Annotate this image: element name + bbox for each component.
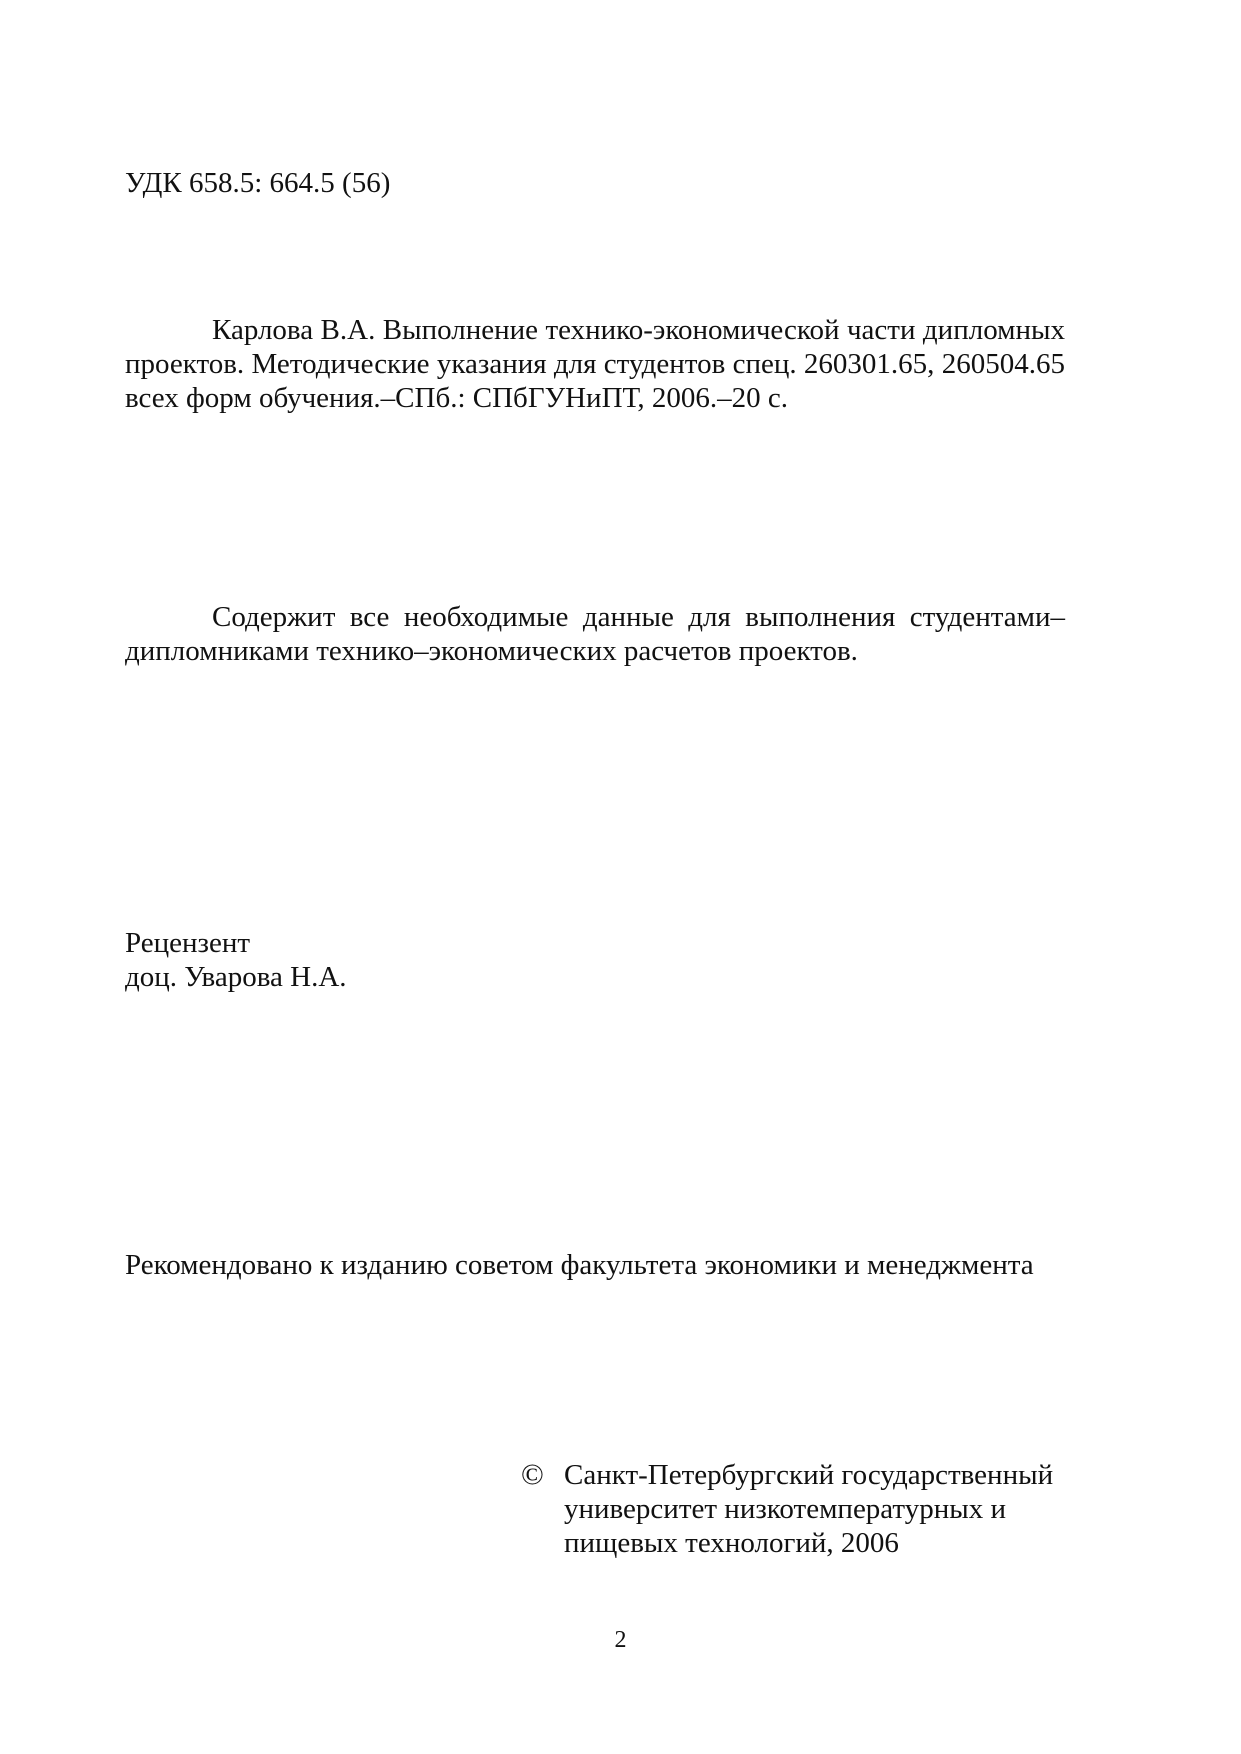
reviewer-block [125,926,347,994]
abstract: Содержит все необходимые данные для выполнения студентами–дипломниками технико–экономических расчетов проектов. [125,601,1065,667]
bibliographic-description: Карлова В.А. Выполнение технико-экономической части дипломных проектов. Методические указания для студентов спец. 260301.65, 260504.65 всех форм обучения.–СПб.: СПбГУНиПТ, 2006.–20 с. [125,314,1065,414]
publication-recommendation: Рекомендовано к изданию советом факультета экономики и менеджмента [125,1249,1034,1281]
reviewer-name: доц. Уварова Н.А. [125,961,347,993]
copyright-line: университет низкотемпературных и [564,1493,1006,1525]
page-number: 2 [614,1627,627,1653]
reviewer-label: Рецензент [125,927,251,959]
copyright-line: пищевых технологий, 2006 [564,1527,899,1559]
udk-code: УДК 658.5: 664.5 (56) [125,167,391,199]
copyright-line: Санкт-Петербургский государственный [564,1459,1054,1491]
copyright-holder [564,1458,1124,1560]
copyright-icon: © [521,1458,544,1491]
